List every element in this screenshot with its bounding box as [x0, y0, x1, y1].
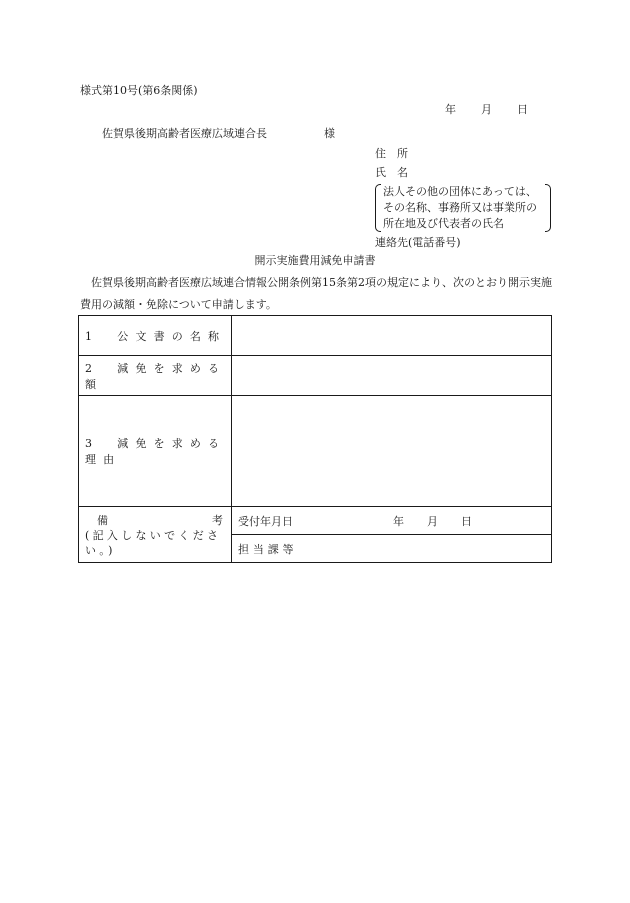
date-month: 月: [481, 103, 492, 116]
reduction-reason-field[interactable]: [232, 396, 552, 507]
document-name-label: 1 公文書の名称: [79, 316, 232, 356]
received-date-value: [393, 513, 472, 529]
date-year: 年: [445, 103, 456, 116]
name-label: 氏 名: [375, 166, 408, 179]
table-row: [79, 507, 552, 535]
body-paragraph: 佐賀県後期高齢者医療広域連合情報公開条例第15条第2項の規定により、次のとおり開示実施費用の減額・免除について申請します。: [80, 276, 552, 311]
staff-label: 担当課等: [238, 542, 298, 556]
date-day: 日: [517, 103, 528, 116]
received-date-label: 受付年月日: [238, 514, 293, 528]
corporation-note: [375, 184, 545, 232]
received-date-cell: [232, 507, 552, 535]
addressee: 佐賀県後期高齢者医療広域連合長: [102, 127, 267, 140]
application-table: [78, 315, 552, 563]
table-row: [79, 316, 552, 356]
contact-label: 連絡先(電話番号): [375, 236, 461, 249]
application-date: [445, 101, 528, 117]
honorific: 様: [324, 127, 335, 140]
address-label: 住 所: [375, 147, 408, 160]
document-title: 開示実施費用減免申請書: [254, 254, 376, 267]
reduction-amount-field[interactable]: [232, 356, 552, 396]
received-day: 日: [461, 514, 472, 528]
remarks-left-char: 備: [97, 513, 108, 527]
table-row: [79, 356, 552, 396]
received-month: 月: [427, 514, 438, 528]
corp-note-line: 法人その他の団体にあっては、: [383, 185, 537, 198]
staff-cell: [232, 535, 552, 563]
document-name-field[interactable]: [232, 316, 552, 356]
table-row: [79, 396, 552, 507]
remarks-right-char: 考: [212, 513, 223, 527]
form-number-label: 様式第10号(第6条関係): [80, 84, 198, 97]
remarks-cell: [79, 507, 232, 563]
received-date-row: [238, 513, 551, 529]
reduction-reason-label: 3 減免を求める理由: [79, 396, 232, 507]
corp-note-line: 所在地及び代表者の氏名: [383, 217, 504, 230]
remarks-note: (記入しないでください。): [85, 528, 222, 557]
corp-note-line: その名称、事務所又は事業所の: [383, 201, 537, 214]
applicant-block: [375, 144, 545, 252]
remarks-heading: [85, 512, 231, 528]
received-year: 年: [393, 514, 404, 528]
reduction-amount-label: 2 減免を求める額: [79, 356, 232, 396]
